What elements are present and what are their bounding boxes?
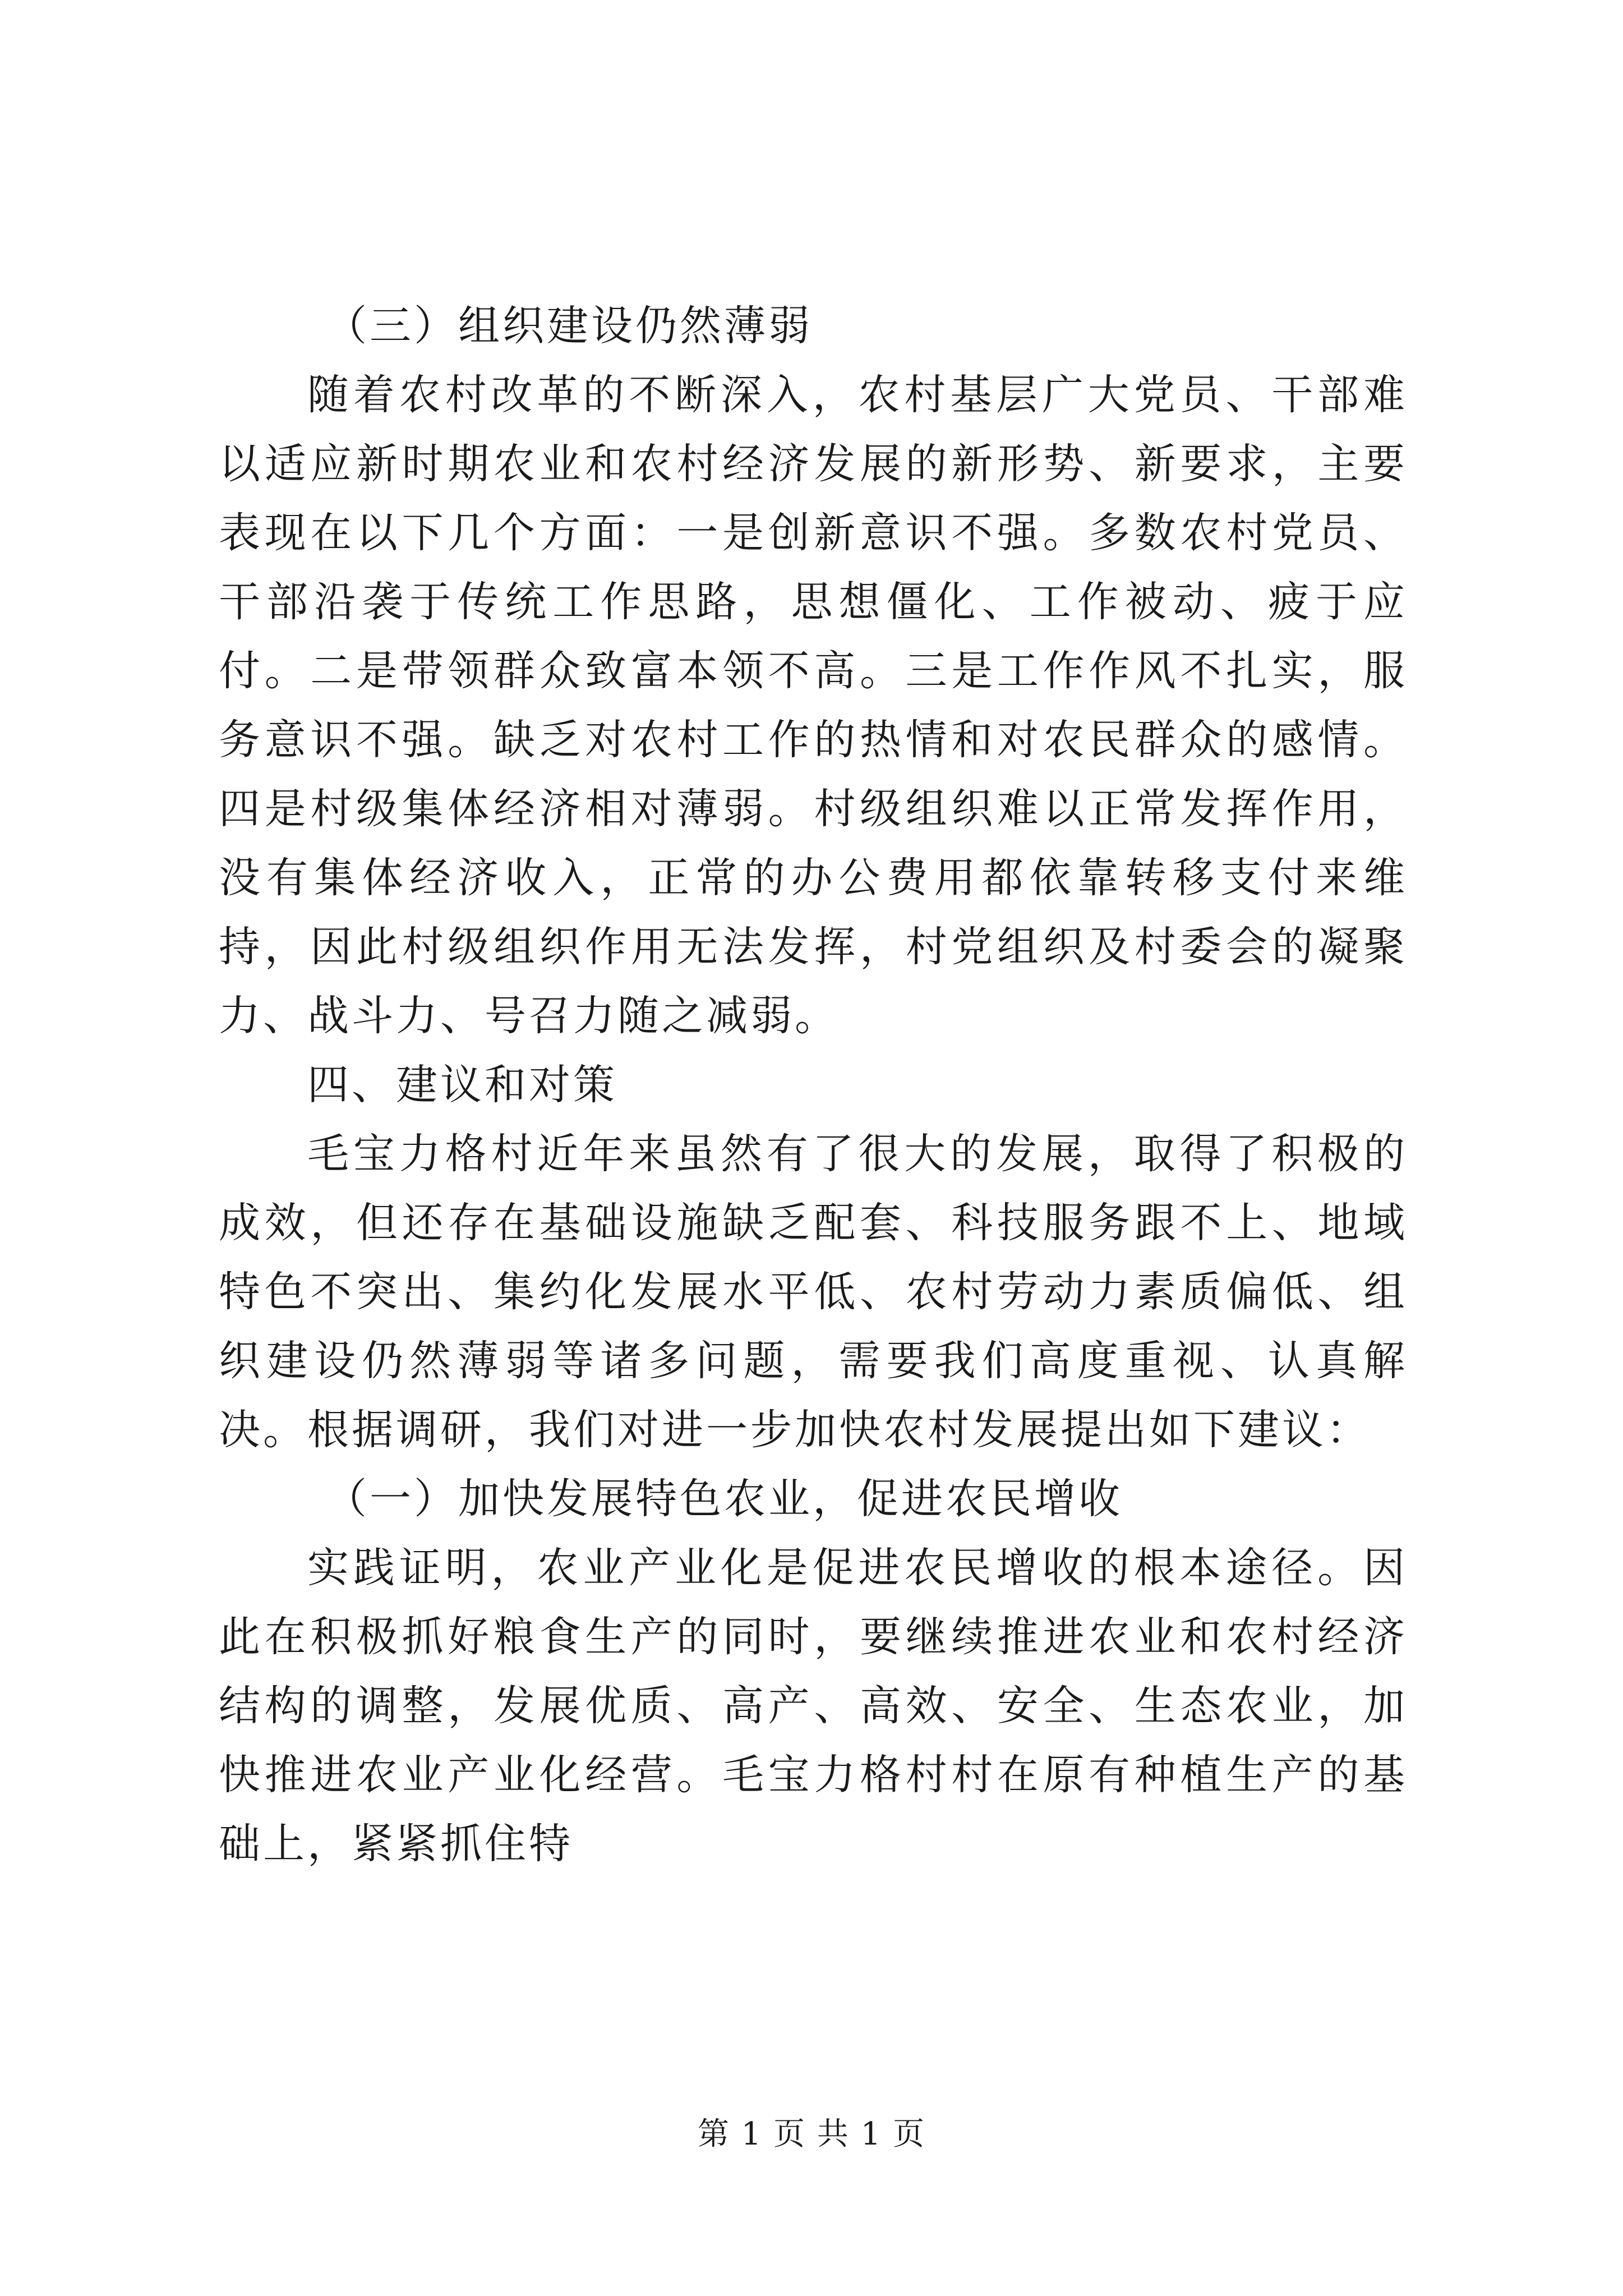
section-heading: 四、建议和对策 [307, 1061, 617, 1109]
paragraph: 毛宝力格村近年来虽然有了很大的发展，取得了积极的成效，但还存在基础设施缺乏配套、科技服务跟不上、地域特色不突出、集约化发展水平低、农村劳动力素质偏低、组织建设仍然薄弱等诸多问题，需要我们高度重视、认真解决。根据调研，我们对进一步加快农村发展提出如下建议： [219, 1130, 1408, 1454]
section-heading: （三）组织建设仍然薄弱 [325, 302, 813, 350]
paragraph: 实践证明，农业产业化是促进农民增收的根本途径。因此在积极抓好粮食生产的同时，要继续推进农业和农村经济结构的调整，发展优质、高产、高效、安全、生态农业，加快推进农业产业化经营。毛宝力格村村在原有种植生产的基础上，紧紧抓住特 [219, 1544, 1408, 1868]
section-heading: （一）加快发展特色农业，促进农民增收 [325, 1475, 1123, 1523]
paragraph: 随着农村改革的不断深入，农村基层广大党员、干部难以适应新时期农业和农村经济发展的新形势、新要求，主要表现在以下几个方面：一是创新意识不强。多数农村党员、干部沿袭于传统工作思路，思想僵化、工作被动、疲于应付。二是带领群众致富本领不高。三是工作作风不扎实，服务意识不强。缺乏对农村工作的热情和对农民群众的感情。四是村级集体经济相对薄弱。村级组织难以正常发挥作用，没有集体经济收入，正常的办公费用都依靠转移支付来维持，因此村级组织作用无法发挥，村党组织及村委会的凝聚力、战斗力、号召力随之减弱。 [219, 371, 1408, 1040]
document-body [219, 292, 1408, 1879]
page-number-footer: 第 1 页 共 1 页 [697, 2116, 926, 2152]
